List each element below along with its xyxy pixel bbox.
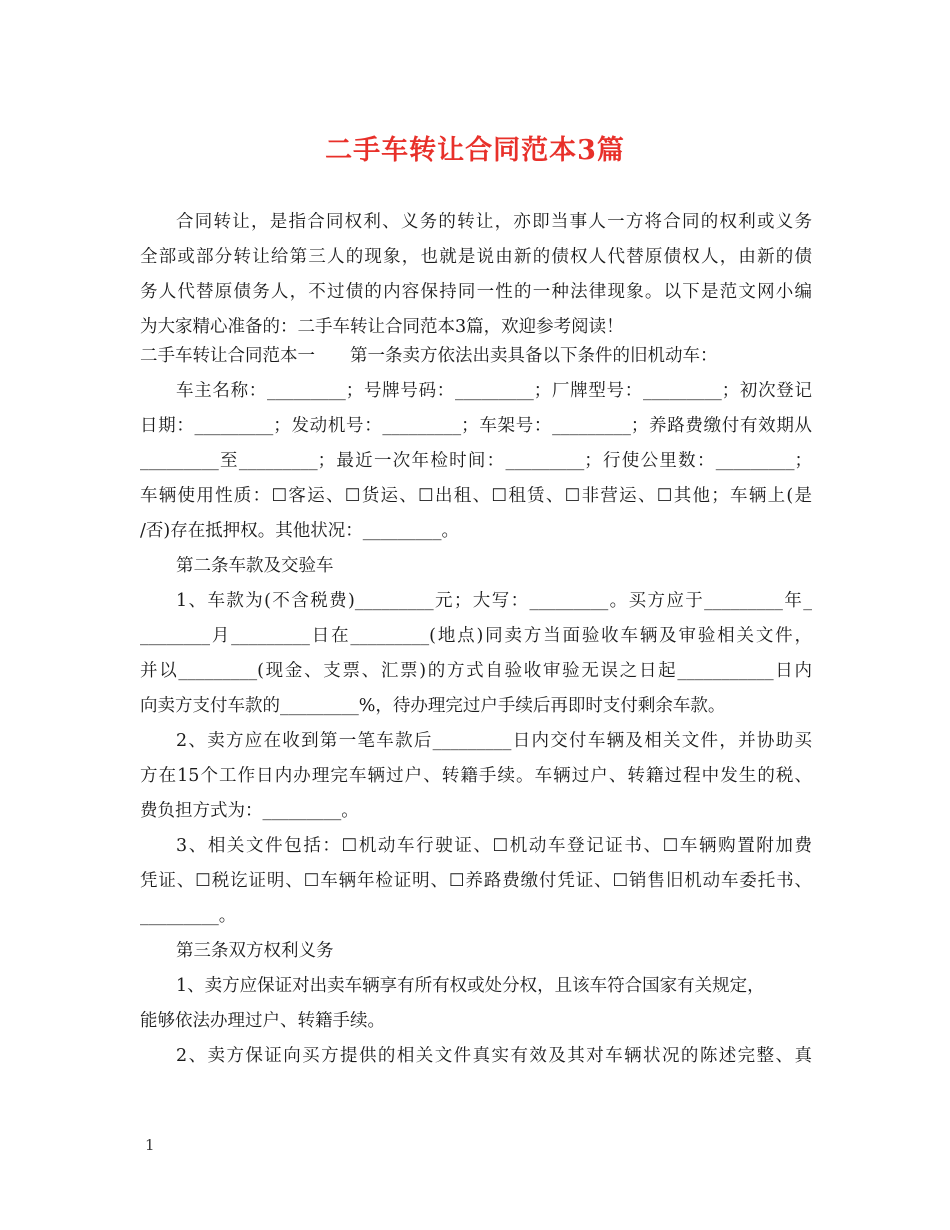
- paragraph-line: 1、车款为(不含税费)_________元；大写：_________。买方应于_________年_: [176, 591, 812, 611]
- paragraph-line: 并以_________(现金、支票、汇票)的方式自验收审验无误之日起___________日内: [140, 661, 812, 681]
- paragraph-line: 2、卖方保证向买方提供的相关文件真实有效及其对车辆状况的陈述完整、真: [176, 1046, 812, 1066]
- paragraph-line: 能够依法办理过户、转籍手续。: [140, 1011, 385, 1031]
- paragraph-line: 合同转让，是指合同权利、义务的转让，亦即当事人一方将合同的权利或义务: [176, 212, 812, 232]
- paragraph-line: 1、卖方应保证对出卖车辆享有所有权或处分权，且该车符合国家有关规定，: [176, 976, 765, 996]
- section-heading: 第二条车款及交验车: [176, 556, 334, 576]
- paragraph-line: 向卖方支付车款的_________%，待办理完过户手续后再即时支付剩余车款。: [140, 696, 726, 716]
- page-number: 1: [145, 1136, 155, 1154]
- document-body: [140, 205, 812, 1074]
- paragraph-line: ________月_________日在_________(地点)同卖方当面验收车辆及审验相关文件，: [140, 626, 812, 646]
- paragraph-line: 务人代替原债务人，不过债的内容保持同一性的一种法律现象。以下是范文网小编: [140, 282, 812, 302]
- paragraph-line: 方在15个工作日内办理完车辆过户、转籍手续。车辆过户、转籍过程中发生的税、: [140, 766, 812, 786]
- paragraph-line: 二手车转让合同范本一 第一条卖方依法出卖具备以下条件的旧机动车：: [140, 346, 718, 366]
- paragraph-line: _________。: [140, 906, 237, 926]
- paragraph-line: 费负担方式为：_________。: [140, 801, 359, 821]
- paragraph-line: 为大家精心准备的：二手车转让合同范本3篇，欢迎参考阅读！: [140, 317, 624, 337]
- paragraph-line: 3、相关文件包括：☐机动车行驶证、☐机动车登记证书、☐车辆购置附加费: [176, 836, 812, 856]
- paragraph-line: 凭证、☐税讫证明、☐车辆年检证明、☐养路费缴付凭证、☐销售旧机动车委托书、: [140, 871, 812, 891]
- paragraph-line: 车主名称：_________；号牌号码：_________；厂牌型号：_________；初次登记: [176, 381, 812, 401]
- paragraph-line: 日期：_________；发动机号：_________；车架号：_________；养路费缴付有效期从: [140, 416, 812, 436]
- paragraph-line: 2、卖方应在收到第一笔车款后_________日内交付车辆及相关文件，并协助买: [176, 731, 812, 751]
- paragraph-line: 全部或部分转让给第三人的现象，也就是说由新的债权人代替原债权人，由新的债: [140, 247, 812, 267]
- document-title: 二手车转让合同范本3篇: [325, 135, 625, 166]
- paragraph-line: /否)存在抵押权。其他状况：_________。: [140, 521, 459, 541]
- paragraph-line: 车辆使用性质：☐客运、☐货运、☐出租、☐租赁、☐非营运、☐其他；车辆上(是: [140, 486, 812, 506]
- paragraph-line: _________至_________；最近一次年检时间：_________；行使公里数：_________；: [140, 451, 812, 471]
- section-heading: 第三条双方权利义务: [176, 941, 334, 961]
